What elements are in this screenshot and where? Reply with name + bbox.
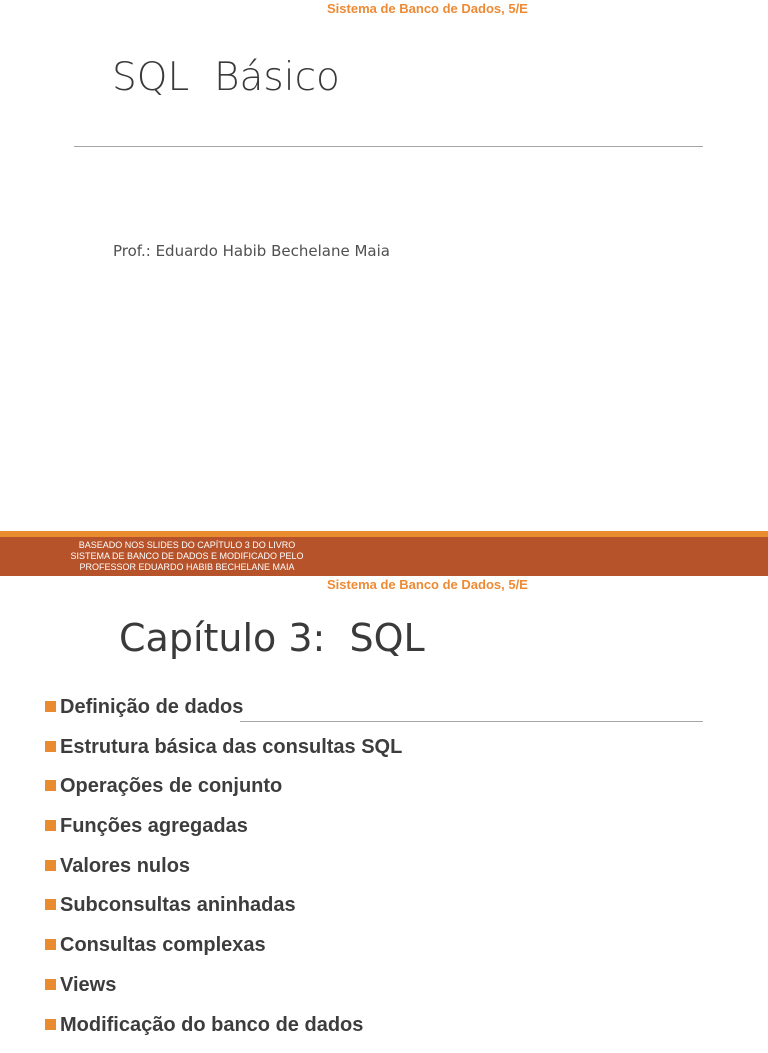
list-item-label: Valores nulos	[60, 855, 190, 878]
square-bullet-icon	[45, 899, 56, 910]
footer-line: SISTEMA DE BANCO DE DADOS E MODIFICADO PELO	[56, 551, 318, 562]
footer-credits	[56, 540, 318, 573]
book-header: Sistema de Banco de Dados, 5/E	[327, 577, 528, 592]
list-item	[45, 815, 402, 855]
footer-line: BASEADO NOS SLIDES DO CAPÍTULO 3 DO LIVRO	[56, 540, 318, 551]
list-item-label: Funções agregadas	[60, 815, 248, 838]
list-item	[45, 696, 402, 736]
footer-line: PROFESSOR EDUARDO HABIB BECHELANE MAIA	[56, 562, 318, 573]
list-item-label: Subconsultas aninhadas	[60, 894, 296, 917]
slide-subtitle: Prof.: Eduardo Habib Bechelane Maia	[113, 242, 390, 260]
list-item-label: Consultas complexas	[60, 934, 266, 957]
list-item	[45, 974, 402, 1014]
slide-title: SQL Básico	[112, 55, 340, 100]
list-item	[45, 934, 402, 974]
slide-title: Capítulo 3: SQL	[119, 616, 425, 660]
square-bullet-icon	[45, 860, 56, 871]
list-item	[45, 1014, 402, 1053]
square-bullet-icon	[45, 939, 56, 950]
slide-2	[0, 576, 768, 1024]
list-item	[45, 775, 402, 815]
list-item-label: Definição de dados	[60, 696, 243, 719]
square-bullet-icon	[45, 701, 56, 712]
list-item-label: Operações de conjunto	[60, 775, 282, 798]
square-bullet-icon	[45, 1019, 56, 1030]
square-bullet-icon	[45, 820, 56, 831]
list-item-label: Views	[60, 974, 116, 997]
list-item-label: Estrutura básica das consultas SQL	[60, 736, 402, 759]
list-item	[45, 736, 402, 776]
title-divider	[74, 146, 703, 147]
square-bullet-icon	[45, 780, 56, 791]
topic-list	[45, 696, 402, 1053]
list-item-label: Modificação do banco de dados	[60, 1014, 363, 1037]
book-header: Sistema de Banco de Dados, 5/E	[327, 1, 528, 16]
list-item	[45, 855, 402, 895]
square-bullet-icon	[45, 979, 56, 990]
footer-bar	[0, 537, 768, 576]
square-bullet-icon	[45, 741, 56, 752]
list-item	[45, 894, 402, 934]
